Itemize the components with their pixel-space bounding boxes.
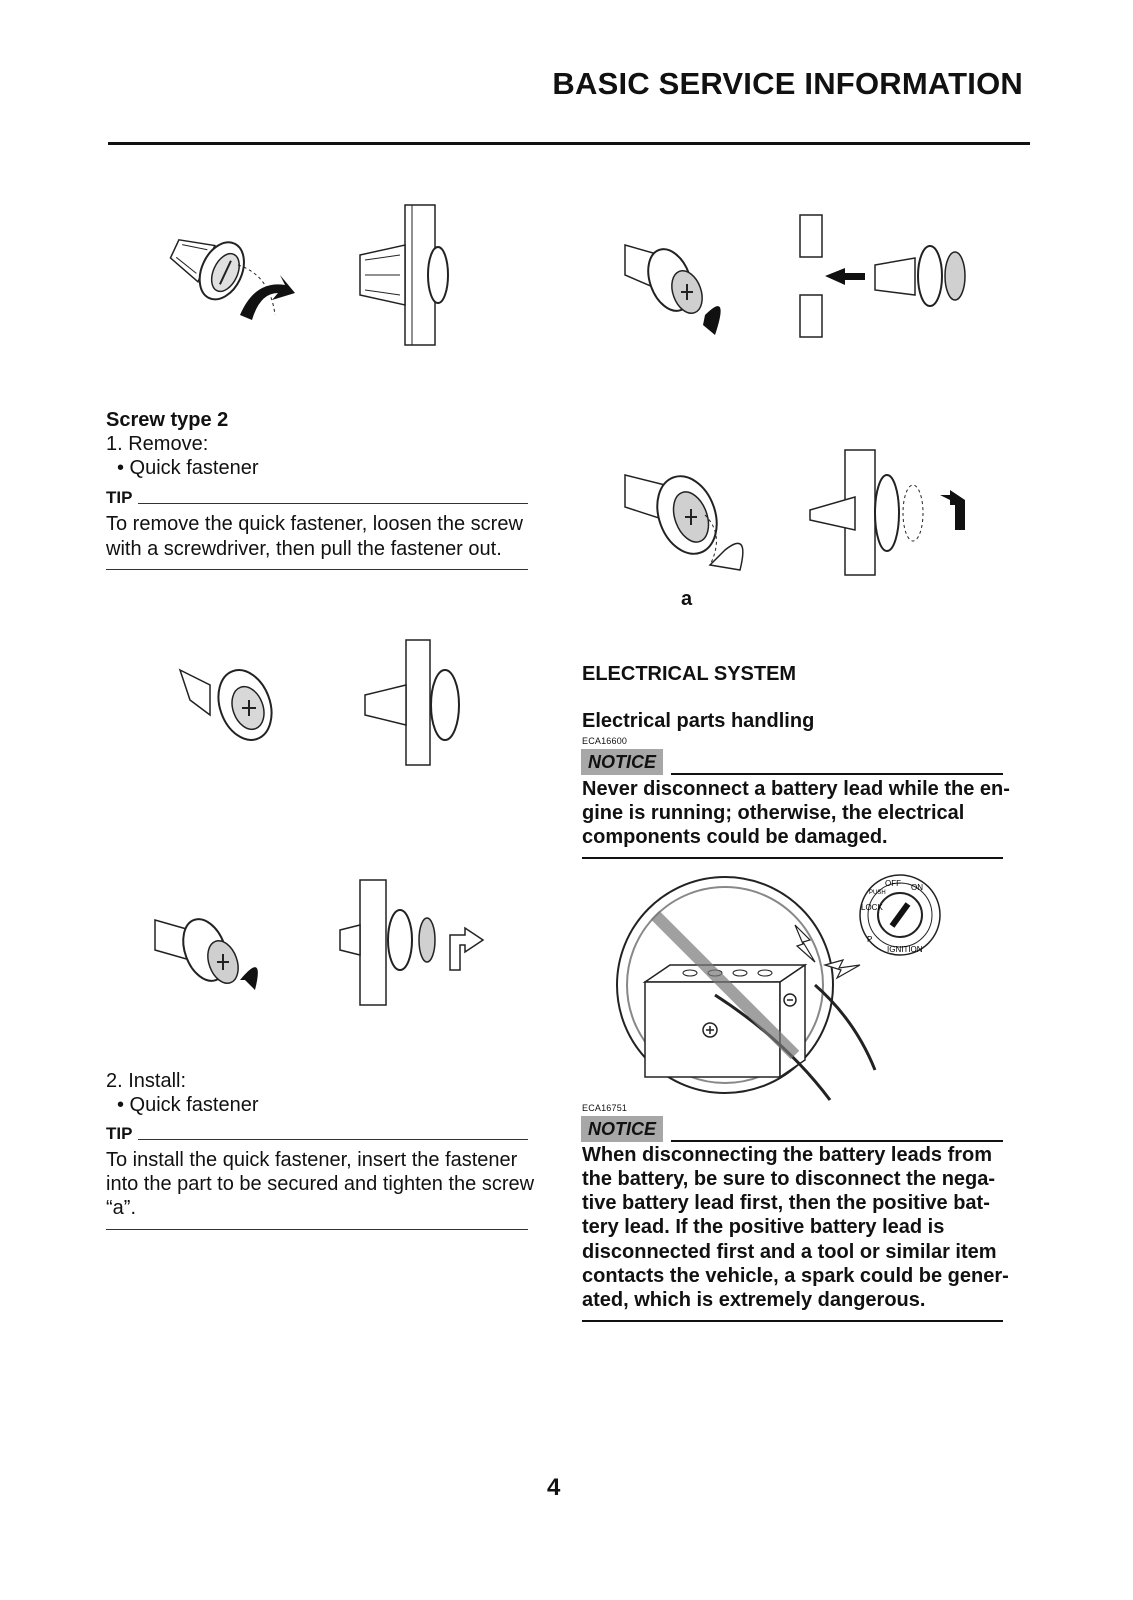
notice-1-code: ECA16600 [582, 736, 628, 746]
header-rule [108, 142, 1030, 145]
notice-1-line-2: gine is running; otherwise, the electrical [582, 802, 965, 824]
screw-a-figure [615, 445, 975, 585]
tip-2-line-3: “a”. [106, 1197, 136, 1219]
tip-2-rule-top [138, 1139, 528, 1140]
ignition-lock-label: LOCK [861, 903, 883, 912]
notice-2-line-3: tive battery lead first, then the positive bat- [582, 1192, 990, 1214]
screw-fastener-removal-figure [615, 210, 975, 350]
page-title: BASIC SERVICE INFORMATION [552, 66, 1023, 101]
section-title-screw-type-2: Screw type 2 [106, 409, 229, 431]
notice-2-line-4: tery lead. If the positive battery lead is [582, 1216, 945, 1238]
tip-1-line-1: To remove the quick fastener, loosen the screw [106, 513, 523, 535]
ignition-on-label: ON [911, 883, 923, 892]
notice-2-code: ECA16751 [582, 1103, 628, 1113]
tip-2-rule-bottom [106, 1229, 528, 1230]
step-2-label: 2. Install: [106, 1070, 187, 1092]
notice-2-line-2: the battery, be sure to disconnect the nega- [582, 1168, 996, 1190]
subsection-heading-electrical-parts: Electrical parts handling [582, 710, 815, 732]
step-1-label: 1. Remove: [106, 433, 209, 455]
figure-label-a: a [681, 588, 693, 610]
ignition-push-label: PUSH [869, 890, 886, 896]
notice-1-rule-top [671, 773, 1003, 775]
tip-2-line-1: To install the quick fastener, insert the fastener [106, 1149, 518, 1171]
tip-2-label: TIP [106, 1124, 133, 1143]
tip-2-line-2: into the part to be secured and tighten the screw [106, 1173, 535, 1195]
quick-fastener-figure [170, 640, 470, 770]
step-1-bullet: • Quick fastener [117, 457, 259, 479]
step-2-bullet: • Quick fastener [117, 1094, 259, 1116]
notice-2-line-1: When disconnecting the battery leads from [582, 1144, 993, 1166]
notice-1-line-3: components could be damaged. [582, 826, 888, 848]
ignition-off-label: OFF [885, 879, 901, 888]
ignition-ignition-label: IGNITION [887, 945, 923, 954]
notice-2-line-7: ated, which is extremely dangerous. [582, 1289, 926, 1311]
tip-1-rule-top [138, 503, 528, 504]
tip-1-line-2: with a screwdriver, then pull the fastener out. [106, 538, 502, 560]
notice-2-label: NOTICE [581, 1116, 663, 1142]
tip-1-label: TIP [106, 488, 133, 507]
notice-2-rule-bottom [582, 1320, 1003, 1322]
ignition-p-label: P [867, 935, 873, 944]
notice-2-line-5: disconnected first and a tool or similar item [582, 1241, 997, 1263]
notice-1-line-1: Never disconnect a battery lead while the en- [582, 778, 1010, 800]
fastener-install-figure [145, 880, 485, 1020]
fastener-removal-figure [160, 205, 460, 355]
page-number: 4 [547, 1474, 561, 1501]
notice-1-rule-bottom [582, 857, 1003, 859]
notice-2-rule-top [671, 1140, 1003, 1142]
section-heading-electrical-system: ELECTRICAL SYSTEM [582, 663, 797, 685]
notice-2-line-6: contacts the vehicle, a spark could be gener- [582, 1265, 1009, 1287]
tip-1-rule-bottom [106, 569, 528, 570]
battery-warning-figure [615, 870, 945, 1100]
notice-1-label: NOTICE [581, 749, 663, 775]
